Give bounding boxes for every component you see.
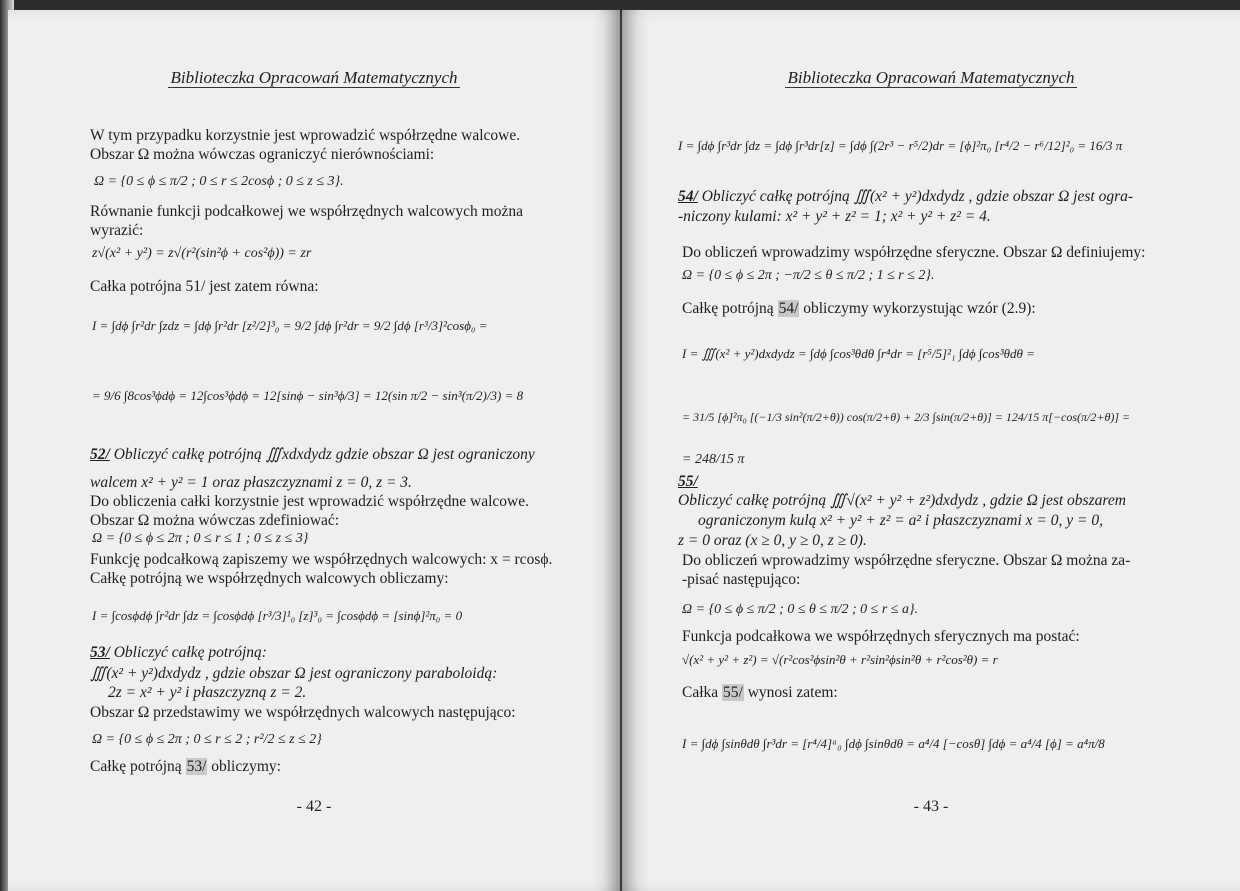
exercise-text: ograniczonym kulą x² + y² + z² = a² i płaszczyznami x = 0, y = 0, bbox=[698, 512, 1103, 529]
equation: = 248/15 π bbox=[682, 452, 745, 467]
equation: I = ∫cosϕdϕ ∫r²dr ∫dz = ∫cosϕdϕ [r³/3]¹₀ [z]³₀ = ∫cosϕdϕ = [sinϕ]²π₀ = 0 bbox=[92, 608, 463, 623]
text-fragment: obliczymy: bbox=[211, 758, 281, 775]
page-number: - 43 - bbox=[913, 798, 949, 815]
domain-inequality: Ω = {0 ≤ ϕ ≤ 2π ; 0 ≤ r ≤ 2 ; r²/2 ≤ z ≤ 2} bbox=[92, 732, 322, 747]
paragraph-line: Obszar Ω przedstawimy we współrzędnych walcowych następująco: bbox=[90, 704, 516, 721]
exercise-number: 54/ bbox=[678, 188, 698, 205]
paragraph-line: W tym przypadku korzystnie jest wprowadzić współrzędne walcowe. bbox=[90, 127, 521, 144]
paragraph-line: Obszar Ω można wówczas zdefiniować: bbox=[90, 512, 340, 529]
exercise-text: ∭(x² + y²)dxdydz , gdzie obszar Ω jest ograniczony paraboloidą: bbox=[90, 665, 498, 682]
exercise-number: 53/ bbox=[90, 644, 110, 661]
equation: I = ∫dϕ ∫r²dr ∫zdz = ∫dϕ ∫r²dr [z²/2]³₀ = 9/2 ∫dϕ ∫r²dr = 9/2 ∫dϕ [r³/3]²cosϕ₀ = bbox=[92, 318, 488, 333]
paragraph-line bbox=[682, 684, 838, 702]
paragraph-line: Do obliczeń wprowadzimy współrzędne sferyczne. Obszar Ω definiujemy: bbox=[682, 244, 1146, 261]
paragraph-line: Obszar Ω można wówczas ograniczyć nierównościami: bbox=[90, 146, 435, 163]
exercise-number: 55/ bbox=[678, 473, 698, 490]
page-header bbox=[8, 68, 620, 88]
header-text: Biblioteczka Opracowań Matematycznych bbox=[787, 68, 1075, 87]
paragraph-line: wyrazić: bbox=[90, 222, 144, 239]
equation: z√(x² + y²) = z√(r²(sin²ϕ + cos²ϕ)) = zr bbox=[92, 246, 312, 261]
equation: I = ∭(x² + y²)dxdydz = ∫dϕ ∫cos³θdθ ∫r⁴dr = [r⁵/5]²₁ ∫dϕ ∫cos³θdθ = bbox=[682, 346, 1035, 361]
equation: I = ∫dϕ ∫r³dr ∫dz = ∫dϕ ∫r³dr[z] = ∫dϕ ∫(2r³ − r⁵/2)dr = [ϕ]²π₀ [r⁴/2 − r⁶/12]²₀ = 16/3 π bbox=[678, 138, 1123, 153]
text-fragment: obliczymy wykorzystując wzór (2.9): bbox=[803, 300, 1036, 317]
domain-inequality: Ω = {0 ≤ ϕ ≤ π/2 ; 0 ≤ θ ≤ π/2 ; 0 ≤ r ≤ a}. bbox=[682, 602, 919, 617]
exercise-text: z = 0 oraz (x ≥ 0, y ≥ 0, z ≥ 0). bbox=[678, 532, 867, 549]
paragraph-line: Całkę potrójną we współrzędnych walcowych obliczamy: bbox=[90, 570, 449, 587]
paragraph-line bbox=[90, 758, 281, 776]
exercise-reference: 53/ bbox=[186, 758, 207, 775]
equation: = 31/5 [ϕ]²π₀ [(−1/3 sin²(π/2+θ)) cos(π/2+θ) + 2/3 ∫sin(π/2+θ)] = 124/15 π[−cos(π/2+θ)] = bbox=[682, 410, 1131, 424]
equation: I = ∫dϕ ∫sinθdθ ∫r³dr = [r⁴/4]ᵃ₀ ∫dϕ ∫sinθdθ = a⁴/4 [−cosθ] ∫dϕ = a⁴/4 [ϕ] = a⁴π/8 bbox=[682, 736, 1105, 751]
paragraph-line: Do obliczenia całki korzystnie jest wprowadzić współrzędne walcowe. bbox=[90, 493, 530, 510]
page-42 bbox=[8, 10, 620, 891]
text-fragment: Całka bbox=[682, 684, 719, 701]
page-header bbox=[622, 68, 1240, 88]
page-43 bbox=[622, 10, 1240, 891]
text-fragment: Całkę potrójną bbox=[90, 758, 182, 775]
exercise-text: 2z = x² + y² i płaszczyzną z = 2. bbox=[108, 684, 307, 701]
paragraph-line: Funkcja podcałkowa we współrzędnych sferycznych ma postać: bbox=[682, 628, 1080, 645]
domain-inequality: Ω = {0 ≤ ϕ ≤ 2π ; −π/2 ≤ θ ≤ π/2 ; 1 ≤ r ≤ 2}. bbox=[682, 268, 935, 283]
exercise-number: 52/ bbox=[90, 446, 110, 463]
header-text: Biblioteczka Opracowań Matematycznych bbox=[170, 68, 458, 87]
exercise-text: walcem x² + y² = 1 oraz płaszczyznami z = 0, z = 3. bbox=[90, 474, 412, 491]
paragraph-line: Równanie funkcji podcałkowej we współrzędnych walcowych można bbox=[90, 203, 524, 220]
exercise-text: -niczony kulami: x² + y² + z² = 1; x² + y² + z² = 4. bbox=[678, 208, 991, 225]
exercise-reference: 54/ bbox=[778, 300, 799, 317]
equation: √(x² + y² + z²) = √(r²cos²ϕsin²θ + r²sin²ϕsin²θ + r²cos²θ) = r bbox=[682, 652, 998, 667]
page-number: - 42 - bbox=[296, 798, 332, 815]
exercise-52 bbox=[90, 446, 535, 464]
exercise-text: Obliczyć całkę potrójną ∭xdxdydz gdzie obszar Ω jest ograniczony bbox=[113, 446, 535, 463]
text-fragment: wynosi zatem: bbox=[747, 684, 838, 701]
exercise-53 bbox=[90, 644, 267, 662]
exercise-text: Obliczyć całkę potrójną ∭√(x² + y² + z²)dxdydz , gdzie Ω jest obszarem bbox=[678, 492, 1126, 509]
paragraph-line bbox=[682, 300, 1036, 318]
paragraph-line: Do obliczeń wprowadzimy współrzędne sferyczne. Obszar Ω można za- bbox=[682, 552, 1131, 569]
text-fragment: Całkę potrójną bbox=[682, 300, 774, 317]
domain-inequality: Ω = {0 ≤ ϕ ≤ 2π ; 0 ≤ r ≤ 1 ; 0 ≤ z ≤ 3} bbox=[92, 531, 309, 546]
exercise-text: Obliczyć całkę potrójną ∭(x² + y²)dxdydz , gdzie obszar Ω jest ogra- bbox=[701, 188, 1134, 205]
paragraph-line: Funkcję podcałkową zapiszemy we współrzędnych walcowych: x = rcosϕ. bbox=[90, 551, 553, 568]
domain-inequality: Ω = {0 ≤ ϕ ≤ π/2 ; 0 ≤ r ≤ 2cosϕ ; 0 ≤ z ≤ 3}. bbox=[94, 174, 344, 189]
paragraph-line: -pisać następująco: bbox=[682, 571, 801, 588]
exercise-reference: 55/ bbox=[723, 684, 743, 701]
exercise-text: Obliczyć całkę potrójną: bbox=[113, 644, 267, 661]
exercise-55 bbox=[678, 473, 698, 491]
paragraph-line: Całka potrójna 51/ jest zatem równa: bbox=[90, 278, 319, 295]
equation: = 9/6 ∫8cos³ϕdϕ = 12∫cos³ϕdϕ = 12[sinϕ − sin³ϕ/3] = 12(sin π/2 − sin³(π/2)/3) = 8 bbox=[92, 388, 524, 403]
exercise-54 bbox=[678, 188, 1133, 206]
